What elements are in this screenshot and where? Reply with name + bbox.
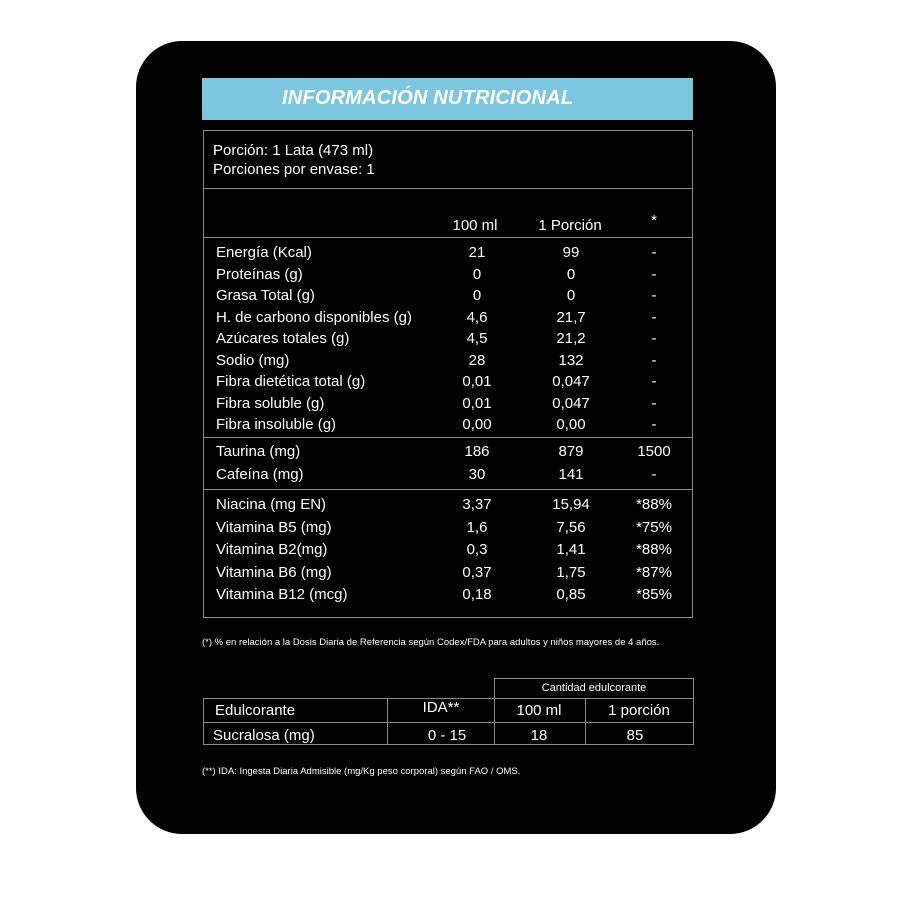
value-pct: - <box>651 416 657 433</box>
value-pct: - <box>651 265 657 283</box>
value-100ml: 3,37 <box>462 496 492 513</box>
value-pct: *85% <box>636 586 672 603</box>
value-pct: - <box>651 466 657 483</box>
value-pct: 1500 <box>637 443 671 460</box>
sweetener-col-100ml: 100 ml <box>516 702 562 719</box>
nutrient-name: Vitamina B2(mg) <box>216 541 328 558</box>
value-100ml: 21 <box>468 244 486 261</box>
col-divider <box>494 698 495 745</box>
footnote-dosis: (*) % en relación a la Dosis Diaria de Referencia según Codex/FDA para adultos y niños mayores de 4 años. <box>202 637 660 648</box>
nutrient-name: Proteínas (g) <box>216 265 303 283</box>
value-portion: 0,047 <box>552 394 590 412</box>
value-pct: - <box>651 351 657 369</box>
value-pct: *75% <box>636 518 672 536</box>
title-bar <box>202 78 693 120</box>
value-100ml: 0,01 <box>462 394 492 412</box>
sweetener-row-portion: 85 <box>626 727 644 744</box>
value-portion: 1,41 <box>556 541 586 558</box>
page-title: INFORMACIÓN NUTRICIONAL <box>282 87 574 109</box>
sweetener-col-ida: IDA** <box>422 699 460 716</box>
value-100ml: 0,01 <box>462 373 492 390</box>
value-100ml: 186 <box>464 443 490 460</box>
serving-size: Porción: 1 Lata (473 ml) <box>213 142 374 159</box>
value-portion: 879 <box>558 443 584 460</box>
nutrient-name: Vitamina B5 (mg) <box>216 518 332 536</box>
col-divider <box>387 698 388 745</box>
divider <box>203 437 693 438</box>
sweetener-row-ida: 0 - 15 <box>427 727 467 744</box>
value-100ml: 0,3 <box>466 541 488 558</box>
divider <box>203 489 693 490</box>
value-portion: 0 <box>566 265 576 283</box>
value-100ml: 4,6 <box>466 308 488 326</box>
value-portion: 7,56 <box>556 518 586 536</box>
value-portion: 15,94 <box>552 496 590 513</box>
value-portion: 0 <box>566 287 576 304</box>
col-header-100ml: 100 ml <box>452 217 498 234</box>
value-100ml: 0,37 <box>462 563 492 581</box>
value-portion: 1,75 <box>556 563 586 581</box>
value-100ml: 0 <box>472 287 482 304</box>
nutrient-name: Fibra soluble (g) <box>216 394 325 412</box>
sweetener-col-name: Edulcorante <box>215 702 296 719</box>
value-pct: - <box>651 244 657 261</box>
nutrient-name: Energía (Kcal) <box>216 244 312 261</box>
sweetener-row-name: Sucralosa (mg) <box>213 727 315 744</box>
value-100ml: 0 <box>472 265 482 283</box>
value-100ml: 0,18 <box>462 586 492 603</box>
servings-per-container: Porciones por envase: 1 <box>213 161 375 178</box>
nutrient-name: H. de carbono disponibles (g) <box>216 308 412 326</box>
value-portion: 0,00 <box>556 416 586 433</box>
value-portion: 0,047 <box>552 373 590 390</box>
value-portion: 99 <box>562 244 580 261</box>
sweetener-row-100ml: 18 <box>530 727 548 744</box>
value-portion: 141 <box>558 466 584 483</box>
sweetener-col-portion: 1 porción <box>608 702 670 719</box>
value-pct: - <box>651 308 657 326</box>
value-100ml: 30 <box>468 466 486 483</box>
divider <box>203 722 694 723</box>
value-pct: *88% <box>636 496 672 513</box>
value-portion: 21,7 <box>556 308 586 326</box>
value-100ml: 28 <box>468 351 486 369</box>
value-portion: 21,2 <box>556 330 586 347</box>
col-header-pct: * <box>651 212 657 229</box>
value-pct: *88% <box>636 541 672 558</box>
value-pct: - <box>651 394 657 412</box>
value-portion: 0,85 <box>556 586 586 603</box>
value-pct: - <box>651 373 657 390</box>
value-pct: - <box>651 287 657 304</box>
nutrient-name: Cafeína (mg) <box>216 466 304 483</box>
value-100ml: 0,00 <box>462 416 492 433</box>
divider <box>203 237 693 238</box>
col-header-portion: 1 Porción <box>538 217 602 234</box>
value-portion: 132 <box>558 351 584 369</box>
value-100ml: 4,5 <box>466 330 488 347</box>
nutrient-name: Grasa Total (g) <box>216 287 315 304</box>
nutrient-name: Vitamina B6 (mg) <box>216 563 332 581</box>
value-100ml: 1,6 <box>466 518 488 536</box>
nutrient-name: Niacina (mg EN) <box>216 496 327 513</box>
nutrient-name: Azúcares totales (g) <box>216 330 350 347</box>
nutrient-name: Vitamina B12 (mcg) <box>216 586 348 603</box>
col-divider <box>585 698 586 745</box>
divider <box>203 188 693 189</box>
nutrient-name: Taurina (mg) <box>216 443 301 460</box>
sweetener-group-header: Cantidad edulcorante <box>541 682 647 694</box>
value-pct: - <box>651 330 657 347</box>
nutrient-name: Fibra dietética total (g) <box>216 373 366 390</box>
nutrient-name: Fibra insoluble (g) <box>216 416 337 433</box>
value-pct: *87% <box>636 563 672 581</box>
footnote-ida: (**) IDA: Ingesta Diaria Admisible (mg/Kg peso corporal) según FAO / OMS. <box>202 766 521 777</box>
nutrient-name: Sodio (mg) <box>216 351 290 369</box>
